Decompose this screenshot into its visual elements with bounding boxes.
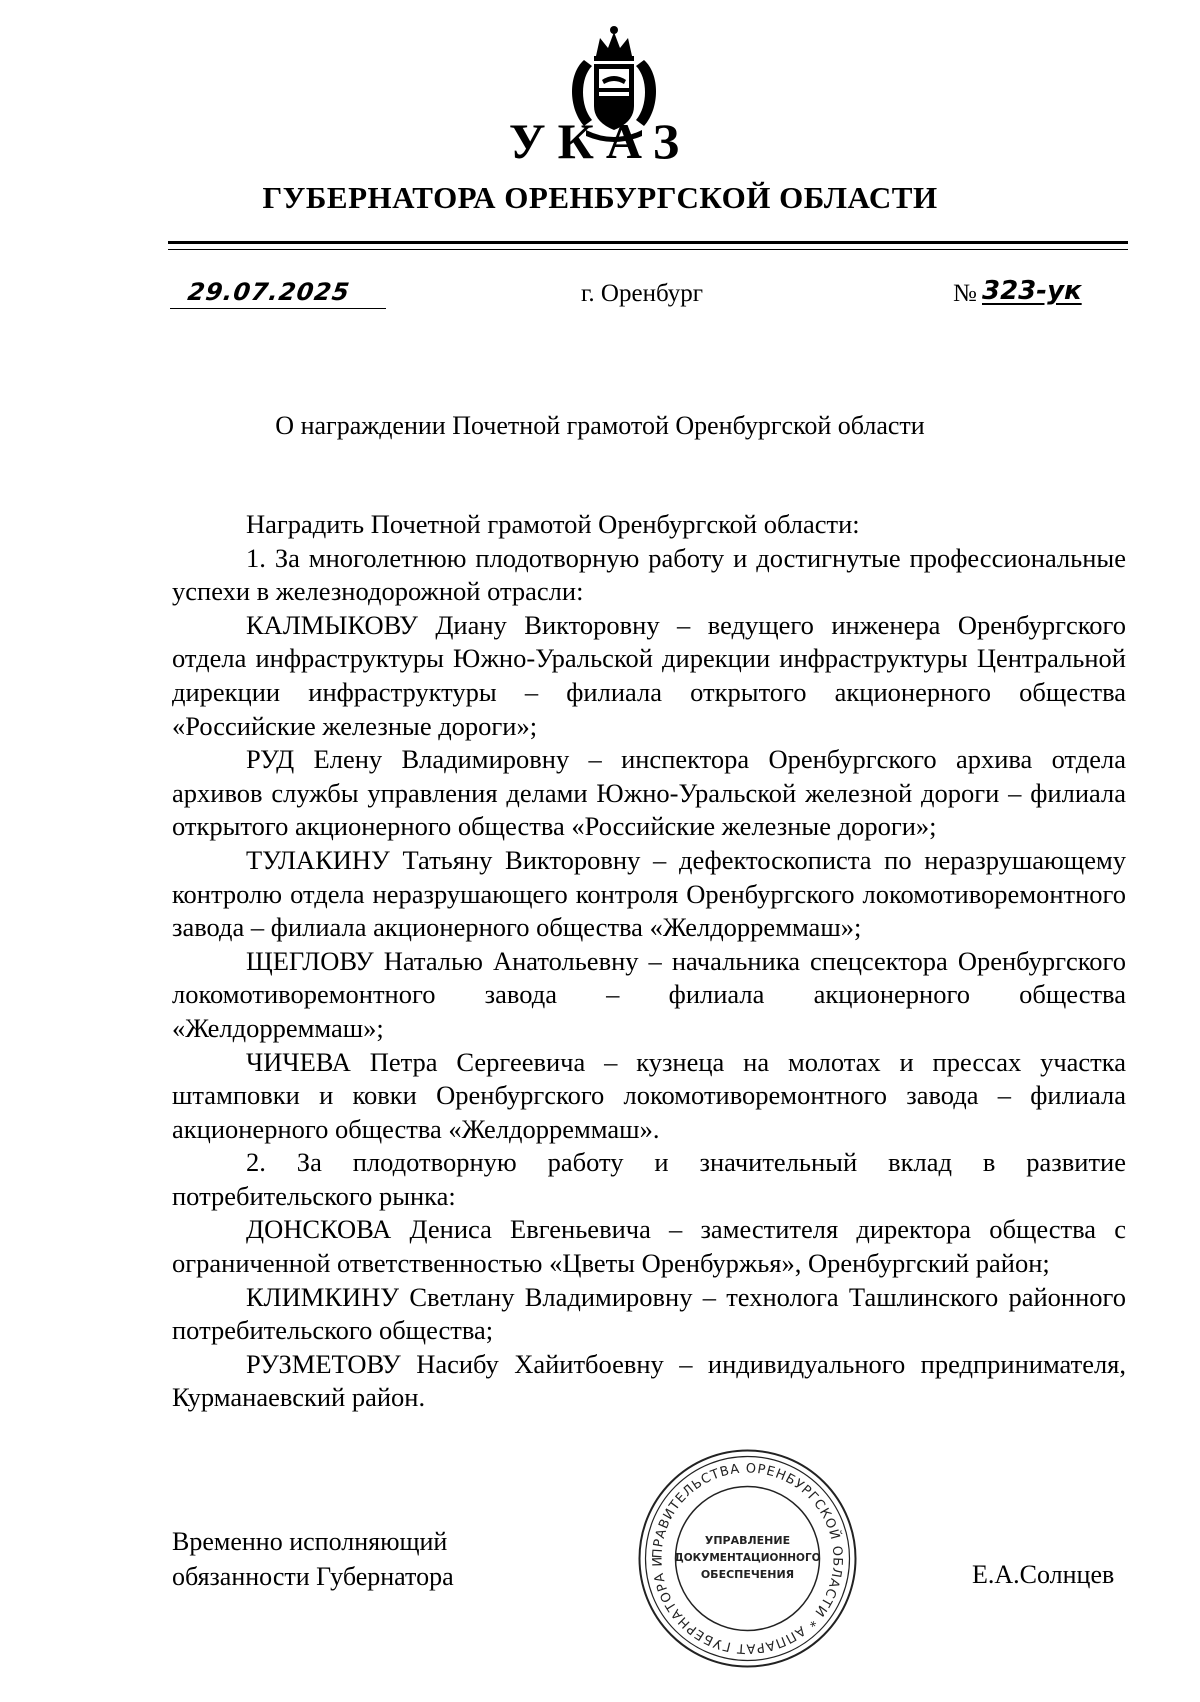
header-rule-thin [168, 249, 1128, 250]
paragraph: ЩЕГЛОВУ Наталью Анатольевну – начальника спецсектора Оренбургского локомотиворемонтного завода – филиала акционерного общества «Желдорреммаш»; [172, 945, 1126, 1043]
paragraph: Наградить Почетной грамотой Оренбургской области: [246, 509, 860, 539]
paragraph: РУЗМЕТОВУ Насибу Хайитбоевну – индивидуального предпринимателя, Курманаевский район. [172, 1348, 1126, 1413]
position-line: обязанности Губернатора [172, 1562, 454, 1591]
paragraph: ЧИЧЕВА Петра Сергеевича – кузнеца на молотах и прессах участка штамповки и ковки Оренбургского локомотиворемонтного завода – филиала акционерного общества «Желдорреммаш». [172, 1046, 1126, 1144]
document-number: 323-ук [982, 276, 1082, 306]
seal-line: ДОКУМЕНТАЦИОННОГО [674, 1552, 821, 1564]
paragraph: ТУЛАКИНУ Татьяну Викторовну – дефектоскописта по неразрушающему контролю отдела неразрушающего контроля Оренбургского локомотиворемонтного завода – филиала акционерного общества «Желдорреммаш»; [172, 844, 1126, 943]
document-body [172, 508, 1126, 1415]
date-underline [170, 308, 386, 309]
number-label: № [953, 280, 977, 307]
header-rule-thick [168, 241, 1128, 244]
paragraph: 2. За плодотворную работу и значительный вклад в развитие потребительского рынка: [172, 1147, 1126, 1211]
position-line: Временно исполняющий [172, 1527, 448, 1556]
document-date: 29.07.2025 [186, 278, 352, 306]
official-seal [635, 1446, 860, 1671]
issuer-title: ГУБЕРНАТОРА ОРЕНБУРГСКОЙ ОБЛАСТИ [262, 180, 938, 215]
paragraph: КЛИМКИНУ Светлану Владимировну – технолога Ташлинского районного потребительского общества; [172, 1281, 1126, 1346]
seal-line: УПРАВЛЕНИЕ [704, 1534, 791, 1547]
paragraph: ДОНСКОВА Дениса Евгеньевича – заместителя директора общества с ограниченной ответственностью «Цветы Оренбуржья», Оренбургский район; [172, 1214, 1126, 1279]
signatory-position [172, 1524, 454, 1594]
document-subject: О награждении Почетной грамотой Оренбургской области [275, 411, 925, 440]
document-type-title: УКАЗ [508, 113, 692, 169]
paragraph: КАЛМЫКОВУ Диану Викторовну – ведущего инженера Оренбургского отдела инфраструктуры Южно-Уральской дирекции инфраструктуры Центральной дирекции инфраструктуры – филиала открытого акционерного общества «Российские железные дороги»; [172, 609, 1126, 741]
seal-ring-text: ПРАВИТЕЛЬСТВА ОРЕНБУРГСКОЙ ОБЛАСТИ * АППАРАТ ГУБЕРНАТОРА И [650, 1461, 845, 1656]
paragraph: РУД Елену Владимировну – инспектора Оренбургского архива отдела архивов службы управления делами Южно-Уральской железной дороги – филиала открытого акционерного общества «Российские железные дороги»; [172, 744, 1126, 842]
paragraph: 1. За многолетнюю плодотворную работу и достигнутые профессиональные успехи в железнодорожной отрасли: [172, 542, 1126, 607]
document-city: г. Оренбург [581, 280, 703, 307]
seal-line: ОБЕСПЕЧЕНИЯ [700, 1568, 795, 1581]
signatory-name: Е.А.Солнцев [972, 1560, 1115, 1589]
